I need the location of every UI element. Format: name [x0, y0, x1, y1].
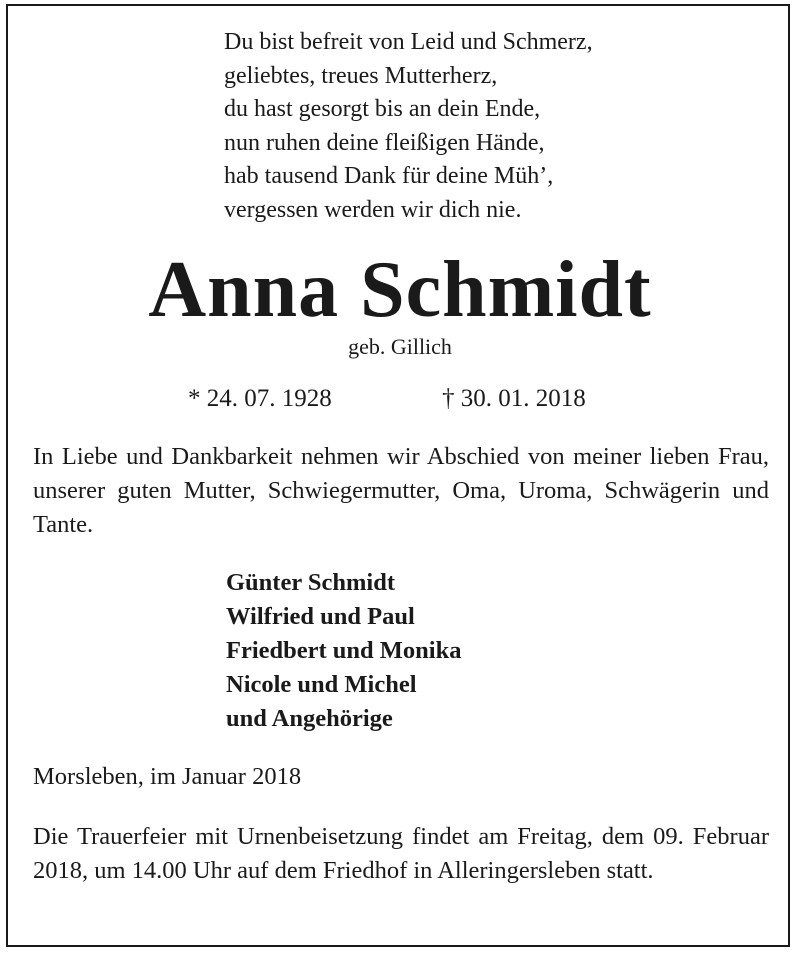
mourner-name: Wilfried und Paul — [226, 603, 415, 630]
poem-line: nun ruhen deine fleißigen Hände, — [224, 129, 545, 156]
poem-line: du hast gesorgt bis an dein Ende, — [224, 96, 541, 122]
deceased-name: Anna Schmidt — [148, 246, 652, 334]
farewell-text: In Liebe und Dankbarkeit nehmen wir Abschied von meiner lieben Frau, unserer guten Mutter, Schwiegermutter, Oma, Uroma, Schwägerin und Tante. — [33, 443, 769, 538]
mourner-name: und Angehörige — [226, 705, 393, 732]
maiden-name: geb. Gillich — [348, 334, 452, 359]
mourner-name: Friedbert und Monika — [226, 637, 462, 664]
poem-line: Du bist befreit von Leid und Schmerz, — [224, 29, 593, 55]
mourners-list — [226, 566, 462, 736]
poem-line: geliebtes, treues Mutterherz, — [224, 62, 498, 89]
death-date: † 30. 01. 2018 — [442, 385, 586, 412]
poem-line: hab tausend Dank für deine Müh’, — [224, 163, 554, 189]
funeral-notice: Die Trauerfeier mit Urnenbeisetzung findet am Freitag, dem 09. Februar 2018, um 14.00 Uhr auf dem Friedhof in Alleringersleben statt. — [33, 823, 769, 884]
poem-line: vergessen werden wir dich nie. — [224, 196, 522, 223]
place-and-date: Morsleben, im Januar 2018 — [33, 763, 302, 790]
mourner-name: Günter Schmidt — [226, 569, 396, 596]
birth-date: * 24. 07. 1928 — [188, 385, 332, 412]
poem — [224, 26, 593, 227]
mourner-name: Nicole und Michel — [226, 671, 417, 698]
